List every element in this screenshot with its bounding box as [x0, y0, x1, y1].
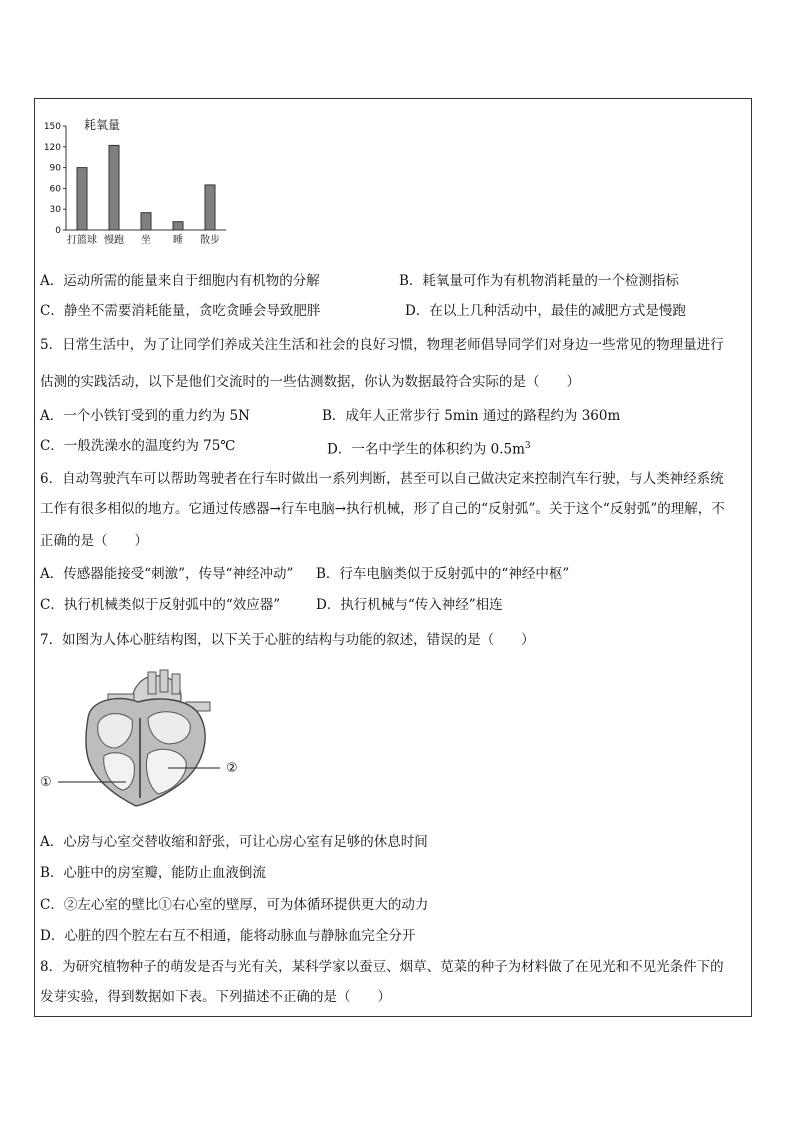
q7-option-d: D．心脏的四个腔左右互不相通，能将动脉血与静脉血完全分开	[40, 928, 416, 944]
q7-option-c: C．②左心室的壁比①右心室的壁厚，可为体循环提供更大的动力	[40, 897, 429, 913]
q5-option-d	[327, 437, 531, 459]
label-1: ①	[40, 775, 52, 790]
vessel-3	[172, 674, 180, 694]
chart-x-tick-label: 打篮球	[67, 235, 97, 246]
q6-option-c: C．执行机械类似于反射弧中的“效应器”	[40, 597, 281, 613]
q8-stem-line2: 发芽实验，得到数据如下表。下列描述不正确的是（ ）	[40, 989, 391, 1005]
vessel-1	[148, 672, 156, 694]
q7-stem: 7．如图为人体心脏结构图，以下关于心脏的结构与功能的叙述，错误的是（ ）	[40, 632, 535, 648]
chart-y-tick-label: 90	[49, 163, 61, 174]
chart-bar	[205, 185, 215, 230]
chart-y-tick-label: 60	[49, 184, 61, 195]
q6-stem-line3: 正确的是（ ）	[40, 533, 148, 549]
chart-ylabel: 耗氧量	[84, 118, 121, 132]
chart-x-tick-label: 坐	[141, 235, 151, 246]
q4-option-a: A．运动所需的能量来自于细胞内有机物的分解	[40, 273, 320, 289]
q7-option-b: B．心脏中的房室瓣，能防止血液倒流	[40, 865, 266, 881]
q8-stem-line1: 8．为研究植物种子的萌发是否与光有关，某科学家以蚕豆、烟草、苋菜的种子为材料做了在见光和不见光条件下的	[40, 959, 724, 975]
q6-option-d: D．执行机械与“传入神经”相连	[316, 597, 503, 613]
oxygen-consumption-chart	[40, 116, 240, 248]
q6-stem-line1: 6．自动驾驶汽车可以帮助驾驶者在行车时做出一系列判断，甚至可以自己做决定来控制汽车行驶，与人类神经系统	[40, 471, 724, 487]
chart-bar	[77, 168, 87, 230]
q5-stem-line2: 估测的实践活动，以下是他们交流时的一些估测数据，你认为数据最符合实际的是（ ）	[40, 374, 580, 390]
chart-x-tick-label: 散步	[200, 235, 220, 246]
chart-y-tick-label: 120	[43, 142, 61, 153]
q7-option-a: A．心房与心室交替收缩和舒张，可让心房心室有足够的休息时间	[40, 834, 428, 850]
q5-option-d-text: D．一名中学生的体积约为 0.5m	[327, 441, 525, 458]
label-2: ②	[226, 761, 238, 776]
q4-option-d: D．在以上几种活动中，最佳的减肥方式是慢跑	[405, 303, 686, 319]
q6-option-a: A．传感器能接受“刺激”，传导“神经冲动”	[40, 566, 294, 582]
chart-bar	[109, 145, 119, 230]
chart-x-tick-label: 睡	[173, 235, 183, 246]
chart-y-tick-label: 150	[43, 122, 61, 132]
left-ventricle	[146, 749, 186, 794]
heart-body	[86, 699, 205, 806]
chart-bar	[141, 213, 151, 230]
q5-option-b: B．成年人正常步行 5min 通过的路程约为 360m	[322, 408, 621, 424]
vessel-2	[160, 670, 168, 692]
q5-stem-line1: 5．日常生活中，为了让同学们养成关注生活和社会的良好习惯，物理老师倡导同学们对身边一些常见的物理量进行	[40, 337, 724, 353]
q6-option-b: B．行车电脑类似于反射弧中的“神经中枢”	[316, 566, 570, 582]
q5-option-c: C．一般洗澡水的温度约为 75℃	[40, 438, 236, 454]
q4-option-c: C．静坐不需要消耗能量，贪吃贪睡会导致肥胖	[40, 303, 321, 319]
chart-y-tick-label: 0	[55, 226, 61, 236]
heart-diagram	[40, 668, 250, 808]
q5-option-a: A．一个小铁钉受到的重力约为 5N	[40, 408, 250, 424]
q5-option-d-sup: 3	[524, 441, 531, 451]
q4-option-b: B．耗氧量可作为有机物消耗量的一个检测指标	[399, 273, 679, 289]
chart-y-tick-label: 30	[49, 205, 61, 216]
chart-x-tick-label: 慢跑	[104, 235, 124, 246]
q6-stem-line2: 工作有很多相似的地方。它通过传感器→行车电脑→执行机械，形了自己的“反射弧”。关于这个“反射弧”的理解，不	[40, 501, 725, 517]
chart-bar	[173, 222, 183, 230]
